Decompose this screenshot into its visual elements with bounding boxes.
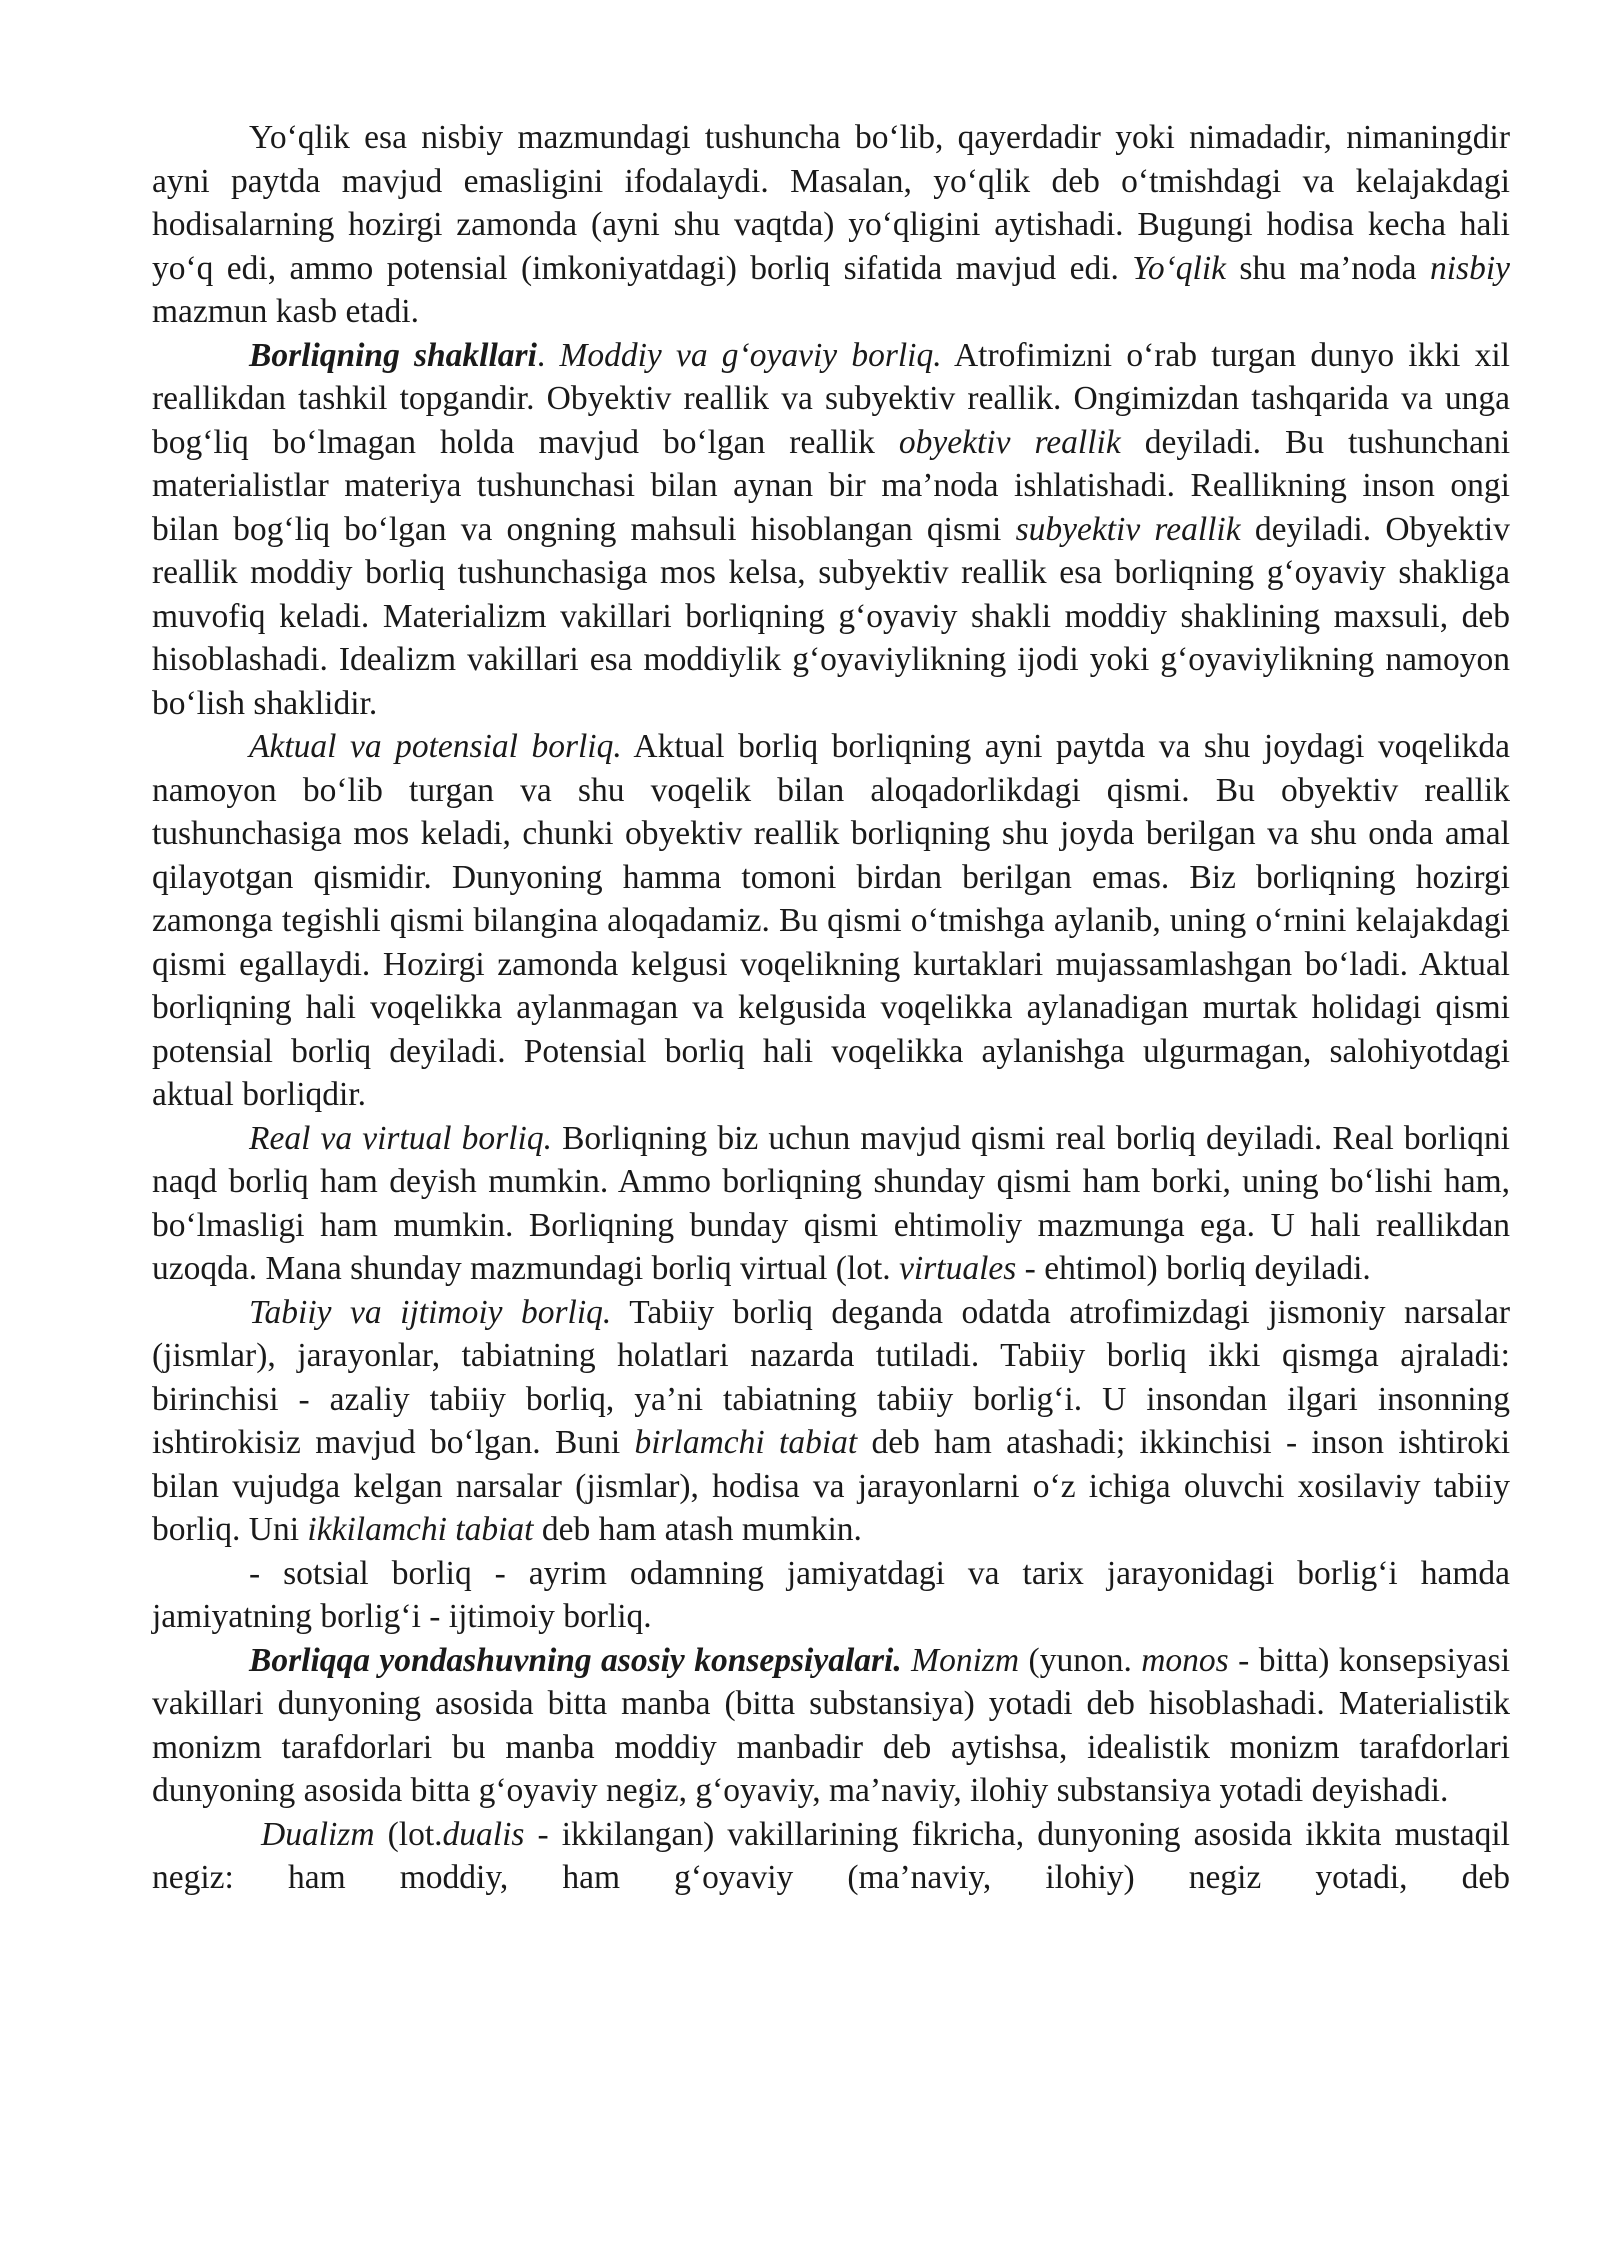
text-run: (yunon. [1019, 1641, 1142, 1679]
paragraph-borliqning-shakllari [152, 334, 1510, 726]
text-run: . [536, 336, 560, 374]
paragraph-tabiiy-ijtimoiy [152, 1291, 1510, 1552]
term-dualizm: Dualizm [261, 1815, 375, 1853]
text-run: - sotsial borliq - ayrim odamning jamiyatdagi va tarix jarayonidagi borlig‘i hamda jamiyatning borlig‘i - ijtimoiy borliq. [152, 1554, 1510, 1635]
text-run: Borliqning biz uchun mavjud qismi real borliq deyiladi. Real borliqni naqd borliq ham deyish mumkin. Ammo borliqning shunday qismi ham borki, uning bo‘lishi ham, bo‘lmasligi ham mumkin. Borliqning bunday qismi ehtimoliy mazmunga ega. U hali reallikdan uzoqda. Mana shunday mazmundagi borliq virtual (lot. [152, 1119, 1510, 1287]
paragraph-yoqlik [152, 116, 1510, 334]
text-run: deb ham atashadi; ikkinchisi - inson ishtiroki bilan vujudga kelgan narsalar (jismlar), hodisa va jarayonlarni o‘z ichiga oluvchi xosilaviy tabiiy borliq. Uni [152, 1424, 1510, 1548]
term-monizm: Monizm [911, 1641, 1020, 1679]
paragraph-konsepsiyalar [152, 1639, 1510, 1813]
text-run: shu ma’noda [1226, 249, 1430, 287]
text-run [902, 1642, 911, 1679]
text-run: Tabiiy borliq deganda odatda atrofimizdagi jismoniy narsalar (jismlar), jarayonlar, tabiatning holatlari nazarda tutiladi. Tabiiy borliq ikki qismga ajraladi: birinchisi - azaliy tabiiy borliq, ya’ni tabiatning tabiiy borlig‘i. U insondan ilgari insonning ishtirokisiz mavjud bo‘lgan. Buni [152, 1293, 1510, 1461]
subsection-heading: Aktual va potensial borliq. [249, 728, 622, 765]
document-page [152, 116, 1510, 1900]
term-virtuales: virtuales [899, 1250, 1017, 1287]
term-monos: monos [1141, 1641, 1229, 1679]
term-obyektiv-reallik: obyektiv reallik [898, 423, 1121, 461]
section-heading: Borliqning shakllari [249, 336, 537, 374]
subsection-heading: Moddiy va g‘oyaviy borliq. [559, 336, 942, 374]
term-dualis: dualis [442, 1815, 525, 1853]
text-run: - bitta) konsepsiyasi vakillari dunyoning asosida bitta manba (bitta substansiya) yotadi deb hisoblashadi. Materialistik monizm tarafdorlari bu manba moddiy manbadir deb aytishsa, idealistik monizm tarafdorlari dunyoning asosida bitta g‘oyaviy negiz, g‘oyaviy, ma’naviy, ilohiy substansiya yotadi deyishadi. [152, 1641, 1511, 1809]
text-run: Aktual borliq borliqning ayni paytda va shu joydagi voqelikda namoyon bo‘lib turgan va shu voqelik bilan aloqadorlikdagi qismi. Bu obyektiv reallik tushunchasiga mos keladi, chunki obyektiv reallik borliqning shu joyda berilgan va shu onda amal qilayotgan qismidir. Dunyoning hamma tomoni birdan berilgan emas. Biz borliqning hozirgi zamonga tegishli qismi bilangina aloqadamiz. Bu qismi o‘tmishga aylanib, uning o‘rnini kelajakdagi qismi egallaydi. Hozirgi zamonda kelgusi voqelikning kurtaklari mujassamlashgan bo‘ladi. Aktual borliqning hali voqelikka aylanmagan va kelgusida voqelikka aylanadigan murtak holidagi qismi potensial borliq deyiladi. Potensial borliq hali voqelikka aylanishga ulgurmagan, salohiyotdagi aktual borliqdir. [152, 728, 1510, 1113]
paragraph-aktual [152, 725, 1510, 1117]
subsection-heading: Real va virtual borliq. [249, 1119, 552, 1157]
text-run: deyiladi. Bu tushunchani materialistlar materiya tushunchasi bilan aynan bir ma’noda ishlatishadi. Reallikning inson ongi bilan bog‘liq bo‘lgan va ongning mahsuli hisoblangan qismi [152, 423, 1510, 548]
term-subyektiv-reallik: subyektiv reallik [1015, 510, 1241, 548]
term-yoqlik: Yo‘qlik [1132, 249, 1226, 287]
text-run: mazmun kasb etadi. [152, 293, 419, 330]
text-run: Atrofimizni o‘rab turgan dunyo ikki xil reallikdan tashkil topgandir. Obyektiv reallik va subyektiv reallik. Ongimizdan tashqarida va unga bog‘liq bo‘lmagan holda mavjud bo‘lgan reallik [152, 336, 1510, 461]
text-run: - ehtimol) borliq deyiladi. [1016, 1250, 1371, 1287]
paragraph-real-virtual [152, 1117, 1510, 1291]
text-run: deyiladi. Obyektiv reallik moddiy borliq tushunchasiga mos kelsa, subyektiv reallik esa borliqning g‘oyaviy shakliga muvofiq keladi. Materializm vakillari borliqning g‘oyaviy shakli moddiy shaklining maxsuli, deb hisoblashadi. Idealizm vakillari esa moddiylik g‘oyaviylikning ijodi yoki g‘oyaviylikning namoyon bo‘lish shaklidir. [152, 510, 1510, 722]
term-nisbiy: nisbiy [1429, 249, 1510, 287]
text-run: - ikkilangan) vakillarining fikricha, dunyoning asosida ikkita mustaqil negiz: ham moddiy, ham g‘oyaviy (ma’naviy, ilohiy) negiz yotadi, deb [152, 1815, 1510, 1896]
paragraph-sotsial [152, 1552, 1510, 1639]
text-run: (lot. [374, 1815, 443, 1853]
term-ikkilamchi-tabiat: ikkilamchi tabiat [307, 1511, 534, 1548]
text-run: Yo‘qlik esa nisbiy mazmundagi tushuncha bo‘lib, qayerdadir yoki nimadadir, nimaningdir ayni paytda mavjud emasligini ifodalaydi. Masalan, yo‘qlik deb o‘tmishdagi va kelajakdagi hodisalarning hozirgi zamonda (ayni shu vaqtda) yo‘qligini aytishadi. Bugungi hodisa kecha hali yo‘q edi, ammo potensial (imkoniyatdagi) borliq sifatida mavjud edi. [152, 119, 1510, 287]
paragraph-dualizm [152, 1813, 1510, 1900]
section-heading: Borliqqa yondashuvning asosiy konsepsiyalari. [249, 1641, 902, 1679]
text-run: deb ham atash mumkin. [533, 1511, 862, 1548]
term-birlamchi-tabiat: birlamchi tabiat [634, 1424, 858, 1461]
subsection-heading: Tabiiy va ijtimoiy borliq. [249, 1293, 612, 1331]
